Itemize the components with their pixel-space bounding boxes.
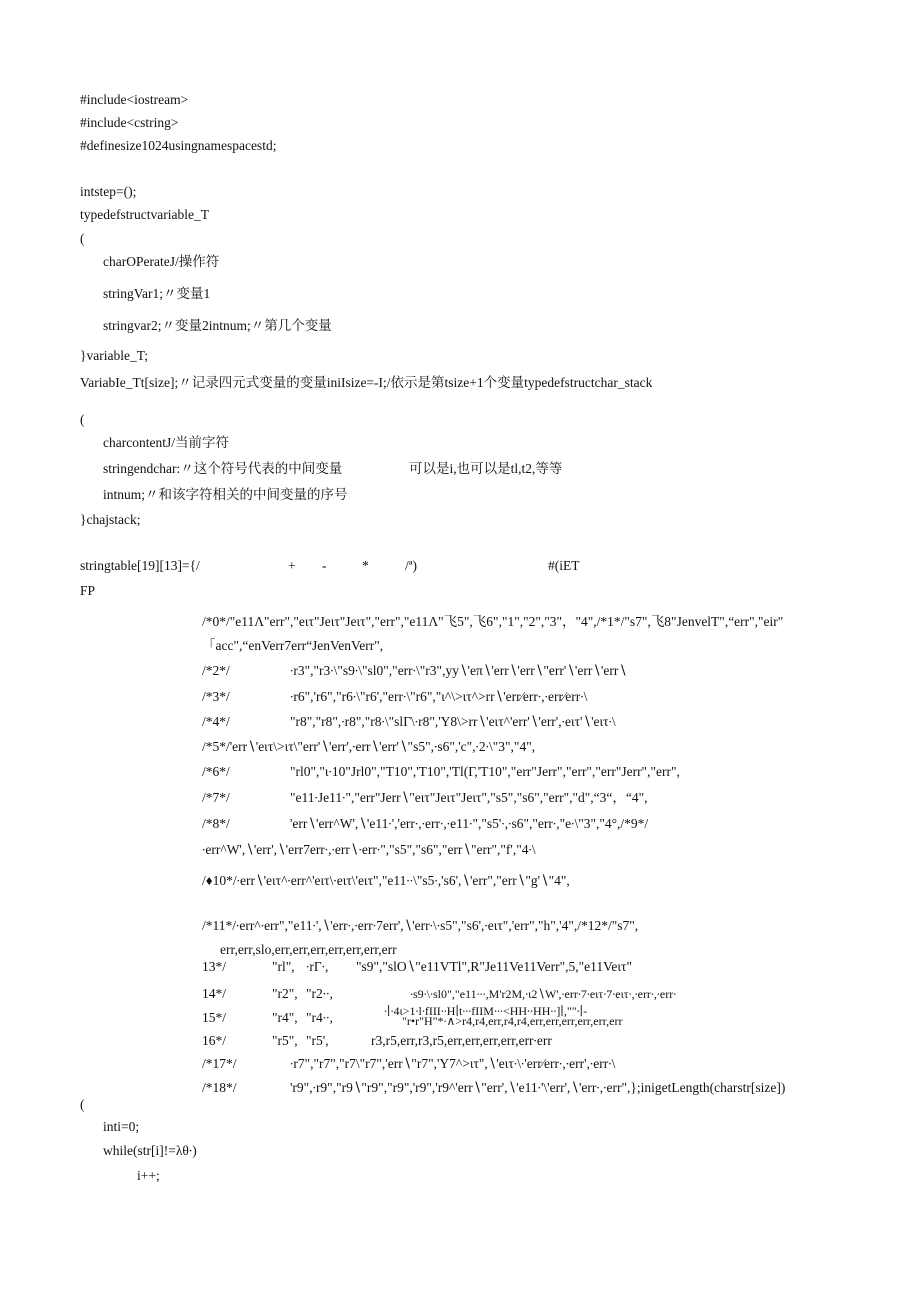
- code-line: i++;: [137, 1168, 160, 1183]
- table-row: err,err,slo,err,err,err,err,err,err,err: [220, 942, 397, 957]
- table-header-slash: /ª): [405, 558, 417, 573]
- table-cell: "r5",: [272, 1033, 298, 1048]
- table-header-star: *: [362, 558, 369, 573]
- table-row: ∙r6",'r6","r6∙\"r6',"err∙\"r6","ι^\>ιτ^>rr∖'err∕err∙,∙err∕err∙\: [290, 689, 588, 704]
- code-line: (: [80, 412, 85, 427]
- table-cell: "rl",: [272, 959, 295, 974]
- table-row: "s9","slO∖"e11VTl",R"Je11Ve11Verr",5,"e11Veιτ": [356, 959, 632, 974]
- code-line: typedefstructvariable_T: [80, 207, 209, 222]
- table-row: "rl0","ι∙10"Jrl0","T10",'T10",'Tl(Γ,'T10","err"Jerr","err","err"Jerr","err",: [290, 764, 680, 779]
- row-label: /*18*/: [202, 1080, 237, 1095]
- table-row: 'r9",∙r9","r9∖"r9","r9",'r9",'r9^'err∖"err',∖'e11∙'\'err',∖'err∙,∙err",};inigetLength(charstr[size]): [290, 1080, 786, 1095]
- code-line: while(str[i]!=λθ∙): [103, 1143, 197, 1158]
- table-cell: "r4",: [272, 1010, 298, 1025]
- code-line: }chajstack;: [80, 512, 141, 527]
- table-row: "e11∙Je11∙","err"Jerr∖"eιτ"Jeιτ"Jeιτ","s5","s6","err","d",“3“，“4",: [290, 790, 648, 805]
- table-row: r3,r5,err,r3,r5,err,err,err,err,err∙err: [371, 1033, 552, 1048]
- code-line: }variable_T;: [80, 348, 148, 363]
- table-cell: ∙rΓ∙,: [306, 959, 329, 974]
- row-label: 14*/: [202, 986, 227, 1001]
- row-label: 13*/: [202, 959, 227, 974]
- code-line: stringVar1;〃变量1: [103, 286, 211, 301]
- table-row: "r8","r8",∙r8","r8∙\"slΓ\∙r8",'Y8\>rr∖'eιτ^'err'∖'err',∙eιτ'∖'eιτ∙\: [290, 714, 616, 729]
- code-line: #definesize1024usingnamespacestd;: [80, 138, 277, 153]
- row-label: /*7*/: [202, 790, 230, 805]
- code-line: stringendchar:〃这个符号代表的中间变量: [103, 461, 343, 476]
- code-line: intstep=();: [80, 184, 137, 199]
- table-row: /*11*/∙err^∙err","e11∙',∖'err∙,∙err∙7err',∖'err∙\∙s5","s6',∙eιτ",'err","h",'4",/*12*/"s7",: [202, 918, 639, 933]
- table-row: ∙r3","r3∙\"s9∙\"sl0","err∙\"r3",yy∖'eπ∖'err∖'err∖"err'∖'err∖'err∖: [290, 663, 627, 678]
- code-line: inti=0;: [103, 1119, 140, 1134]
- garbled-overlay: ∙∣∙4ι>1∙l∙fIII∙∙H∣t∙∙∙fIIM∙∙∙<HH∙∙HH∙∙]∣,""∙∣-: [384, 1004, 588, 1018]
- row-label: /*8*/: [202, 816, 230, 831]
- code-line: (: [80, 231, 85, 246]
- code-line: #include<cstring>: [80, 115, 179, 130]
- table-row: ∙err^W',∖'err',∖'err7err∙,∙err∖∙err∙","s5","s6","err∖"err","f',"4∙\: [202, 842, 536, 857]
- code-line: intnum;〃和该字符相关的中间变量的序号: [103, 487, 348, 502]
- table-row: /*0*/"e11Λ"err","eιτ"Jeιτ"Jeιτ","err","e11Λ"飞5",飞6","1","2","3"，"4",/*1*/"s7",飞8"JenvelT",“err","eir": [202, 614, 784, 629]
- table-row: /*5*/'err∖'eιτ\>ιτ\"err'∖'err',∙err∖'err'∖"s5",∙s6",'c",∙2∙\"3","4",: [202, 739, 536, 754]
- row-label: /*4*/: [202, 714, 230, 729]
- table-row: ∙r7","r7","r7\"r7",'err∖"r7",'Y7^>ιτ",∖'eιτ∙\∙'err∕err∙,∙err',∙err∙\: [290, 1056, 616, 1071]
- row-label: /*17*/: [202, 1056, 237, 1071]
- table-header-minus: -: [322, 558, 327, 573]
- table-cell: "r2",: [272, 986, 298, 1001]
- code-line: FP: [80, 583, 96, 598]
- row-label: /*3*/: [202, 689, 230, 704]
- row-label: 16*/: [202, 1033, 227, 1048]
- row-label: /*2*/: [202, 663, 230, 678]
- code-line: stringtable[19][13]={/: [80, 558, 200, 573]
- table-cell: "r4∙∙,: [306, 1010, 333, 1025]
- code-line: charcontentJ/当前字符: [103, 435, 229, 450]
- table-cell: "r5',: [306, 1033, 329, 1048]
- table-row: 「acc",“enVerr7err“JenVenVerr",: [202, 638, 384, 653]
- row-label: 15*/: [202, 1010, 227, 1025]
- table-row: 'err∖'err^W',∖'e11∙','err∙,∙err∙,∙e11∙","s5'∙,∙s6","err∙,"e∙\"3","4°,/*9*/: [290, 816, 649, 831]
- table-row: ∙s9∙\∙sl0","e11∙∙∙,M'r2M,∙ι2∖W',∙err∙7∙eιτ∙7∙eιτ∙,∙err∙,∙err∙: [410, 987, 677, 1001]
- table-cell: "r2∙∙,: [306, 986, 333, 1001]
- row-label: /*6*/: [202, 764, 230, 779]
- table-row: "r•r"H"*∙∧>r4,r4,err,r4,r4,err,err,err,err,err,err: [402, 1014, 623, 1028]
- table-header-plus: +: [288, 558, 296, 573]
- code-line: (: [80, 1097, 85, 1112]
- table-header-hash: #(iET: [548, 558, 580, 573]
- code-line: stringvar2;〃变量2intnum;〃第几个变量: [103, 318, 332, 333]
- code-line: VariabIe_Tt[size];〃记录四元式变量的变量iniIsize=-I;/依示是第tsize+1个变量typedefstructchar_stack: [80, 375, 653, 390]
- table-row: /♦10*/∙err∖'eιτ^∙err^'eιτ\∙eιτ\'eιτ","e11∙∙\"s5∙,'s6',∖'err","err∖"g'∖"4",: [202, 873, 570, 888]
- code-comment: 可以是i,也可以是tl,t2,等等: [409, 461, 563, 476]
- code-line: charOPerateJ/操作符: [103, 254, 220, 269]
- code-line: #include<iostream>: [80, 92, 189, 107]
